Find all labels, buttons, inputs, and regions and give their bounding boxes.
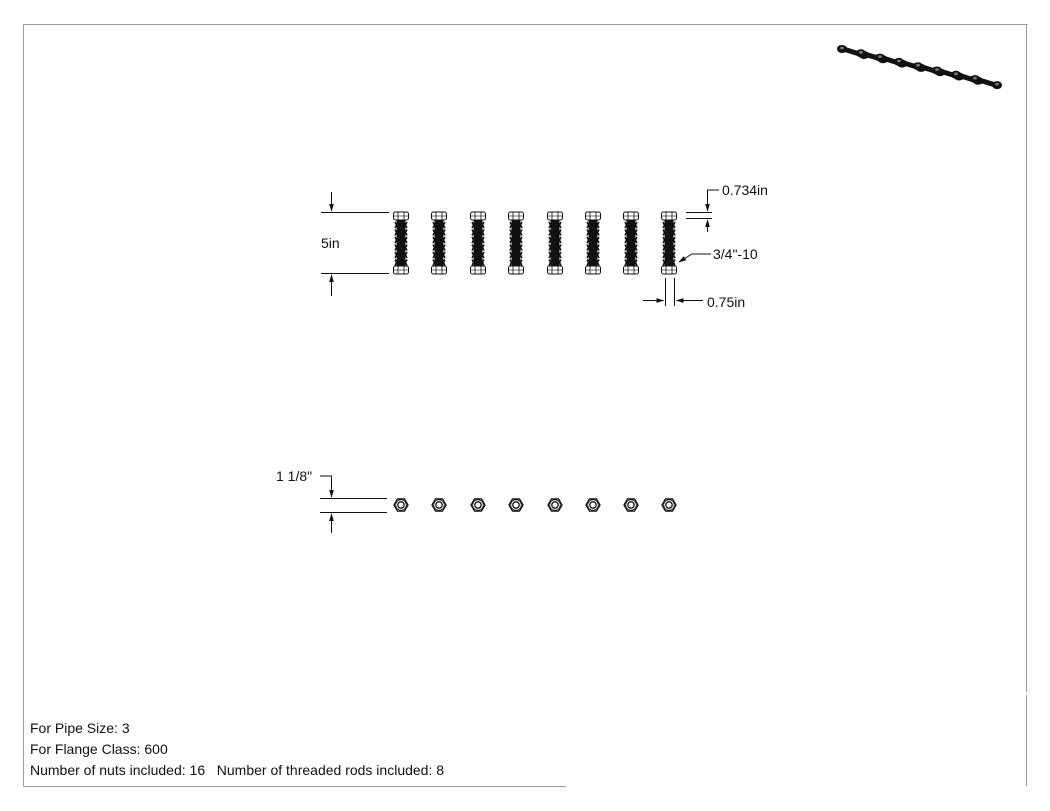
thread-spec-leader xyxy=(679,254,711,262)
hex-nut xyxy=(624,499,638,511)
hex-nut xyxy=(509,499,523,511)
rod-top-nut xyxy=(394,212,409,220)
sheet-border xyxy=(24,25,1028,787)
rods-included-note: Number of threaded rods included: 8 xyxy=(216,762,445,778)
rod-top-nut xyxy=(548,212,563,220)
rod-bottom-nut xyxy=(548,266,563,274)
threaded-rod xyxy=(589,219,598,267)
bolt-set-isometric-icon xyxy=(837,45,1002,89)
threaded-rod xyxy=(512,219,521,267)
threaded-rod-assembly xyxy=(662,212,677,274)
threaded-rod-assembly xyxy=(471,212,486,274)
rod-top-nut xyxy=(432,212,447,220)
rod-top-nut xyxy=(662,212,677,220)
threaded-rod-assembly xyxy=(624,212,639,274)
hex-nut xyxy=(548,499,562,511)
thread-spec-label: 3/4"-10 xyxy=(713,246,758,262)
rod-bottom-nut xyxy=(471,266,486,274)
threaded-rod-assembly xyxy=(394,212,409,274)
nuts-top-view xyxy=(394,499,676,511)
rod-bottom-nut xyxy=(624,266,639,274)
rod-bottom-nut xyxy=(586,266,601,274)
rod-diameter-dimension xyxy=(643,278,703,306)
nut-height-label: 0.734in xyxy=(722,182,768,198)
threaded-rod-assembly xyxy=(586,212,601,274)
hex-nut xyxy=(432,499,446,511)
rod-top-nut xyxy=(586,212,601,220)
rod-bottom-nut xyxy=(394,266,409,274)
nuts-included-note: Number of nuts included: 16 xyxy=(30,762,206,778)
rod-length-label: 5in xyxy=(321,235,340,251)
pipe-size-note: For Pipe Size: 3 xyxy=(30,720,130,736)
nut-height-dimension xyxy=(686,190,719,232)
rod-bottom-nut xyxy=(662,266,677,274)
hex-nut xyxy=(471,499,485,511)
nut-size-dimension xyxy=(320,476,387,533)
threaded-rod-assembly xyxy=(548,212,563,274)
threaded-rod-assembly xyxy=(432,212,447,274)
threaded-rod xyxy=(551,219,560,267)
threaded-rod xyxy=(665,219,674,267)
threaded-rod xyxy=(397,219,406,267)
threaded-rod-assembly xyxy=(509,212,524,274)
rod-diameter-label: 0.75in xyxy=(707,294,746,310)
flange-class-note: For Flange Class: 600 xyxy=(30,741,168,757)
hex-nut xyxy=(394,499,408,511)
rod-top-nut xyxy=(509,212,524,220)
threaded-rod xyxy=(474,219,483,267)
rod-bottom-nut xyxy=(432,266,447,274)
threaded-rods-front-view xyxy=(394,212,677,274)
rod-top-nut xyxy=(471,212,486,220)
quantity-note xyxy=(30,762,444,779)
threaded-rod xyxy=(435,219,444,267)
rod-top-nut xyxy=(624,212,639,220)
rod-bottom-nut xyxy=(509,266,524,274)
iso-bolt xyxy=(970,75,1002,89)
nut-size-label: 1 1/8" xyxy=(276,468,313,484)
hex-nut xyxy=(586,499,600,511)
threaded-rod xyxy=(627,219,636,267)
hex-nut xyxy=(662,499,676,511)
